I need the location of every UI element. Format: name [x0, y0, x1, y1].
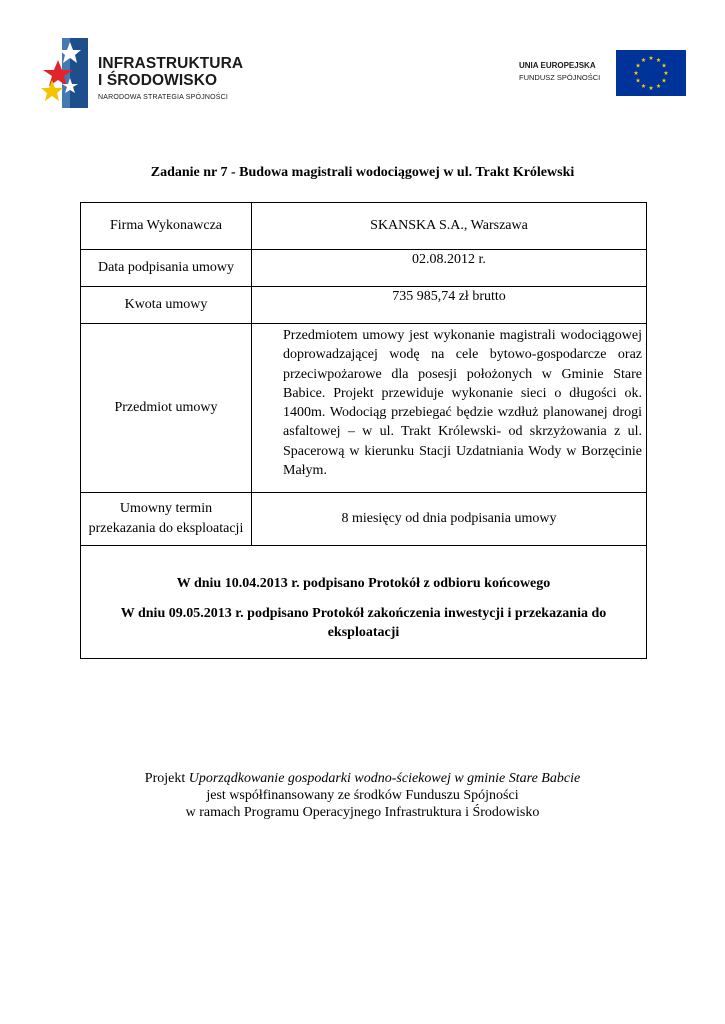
logo-line-1: INFRASTRUKTURA — [98, 55, 244, 72]
termin-label-line-1: Umowny termin — [119, 501, 213, 516]
eu-logo-line-1: UNIA EUROPEJSKA — [519, 61, 596, 70]
funding-footer — [0, 770, 725, 821]
document-title: Zadanie nr 7 - Budowa magistrali wodociągowej w ul. Trakt Królewski — [150, 165, 575, 180]
termin-label — [81, 493, 252, 546]
eu-logo-line-2: FUNDUSZ SPÓJNOŚCI — [519, 73, 601, 82]
footer-line-1 — [0, 770, 725, 787]
termin-label-line-2: przekazania do eksploatacji — [88, 521, 244, 536]
footer-line-2: jest współfinansowany ze środków Funduszu Spójności — [206, 788, 519, 803]
przedmiot-label: Przedmiot umowy — [81, 324, 252, 493]
eu-logo — [516, 38, 686, 108]
protokol-cell — [81, 546, 647, 659]
table-row — [81, 287, 647, 324]
footer-prefix: Projekt — [144, 771, 189, 786]
przedmiot-value: Przedmiotem umowy jest wykonanie magistrali wodociągowej doprowadzającej wodę na cele bytowo-gospodarcze oraz przeciwpożarowe dla posesji położonych w Gminie Stare Babice. Projekt przewiduje wykonanie sieci o długości ok. 1400m. Wodociąg przebiegać będzie wzdłuż planowanej drogi asfaltowej – w ul. Trakt Królewski- od skrzyżowania z ul. Spacerową w kierunku Stacji Uzdatniania Wody w Borzęcinie Małym. — [252, 324, 647, 493]
footer-line-3: w ramach Programu Operacyjnego Infrastruktura i Środowisko — [185, 805, 540, 820]
stars-logo-icon — [40, 38, 90, 108]
protokol-odbioru: W dniu 10.04.2013 r. podpisano Protokół z odbioru końcowego — [176, 576, 551, 591]
infrastruktura-logo — [40, 38, 260, 108]
table-row — [81, 324, 647, 493]
table-row — [81, 493, 647, 546]
data-label: Data podpisania umowy — [81, 250, 252, 287]
termin-value: 8 miesięcy od dnia podpisania umowy — [252, 493, 647, 546]
eu-flag-icon — [616, 50, 686, 96]
firma-label: Firma Wykonawcza — [81, 203, 252, 250]
kwota-value: 735 985,74 zł brutto — [252, 287, 647, 324]
table-row — [81, 250, 647, 287]
table-row — [81, 546, 647, 659]
kwota-label: Kwota umowy — [81, 287, 252, 324]
logo-line-3: NARODOWA STRATEGIA SPÓJNOŚCI — [98, 94, 229, 101]
table-row — [81, 203, 647, 250]
protokol-zakonczenia: W dniu 09.05.2013 r. podpisano Protokół zakończenia inwestycji i przekazania do eksploatacji — [120, 606, 607, 640]
logo-line-2: I ŚRODOWISKO — [98, 72, 218, 89]
firma-value: SKANSKA S.A., Warszawa — [252, 203, 647, 250]
footer-project-name: Uporządkowanie gospodarki wodno-ściekowej w gminie Stare Babcie — [188, 771, 581, 786]
data-value: 02.08.2012 r. — [252, 250, 647, 287]
contract-table — [80, 202, 647, 659]
